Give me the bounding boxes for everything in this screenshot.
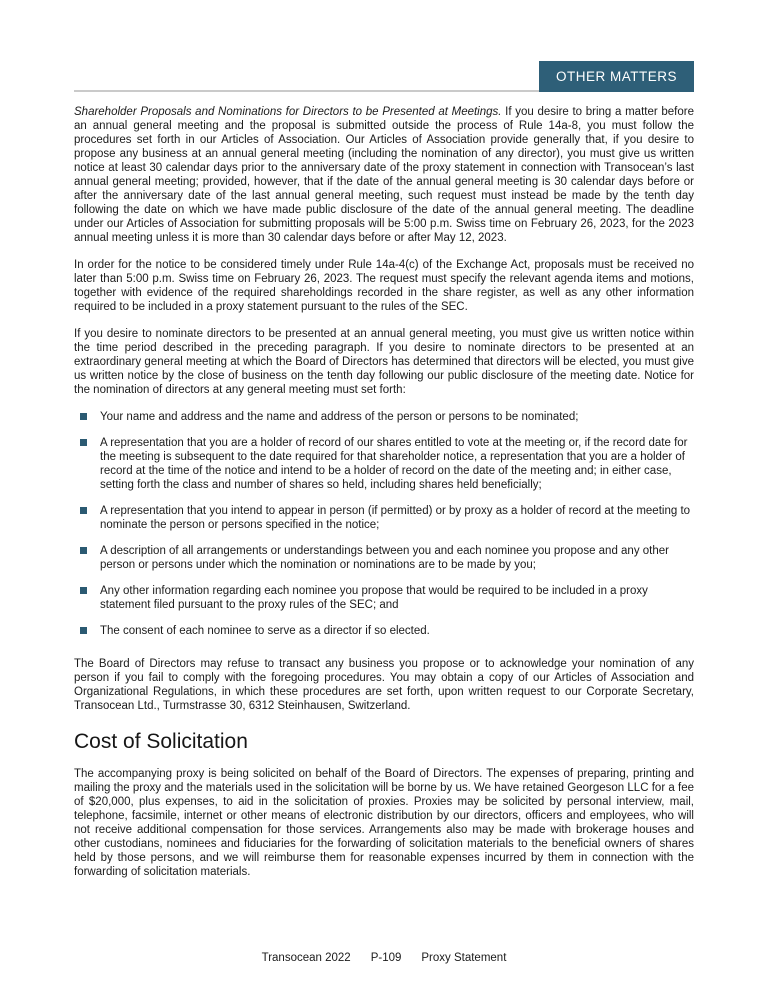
bullet-square-icon xyxy=(80,587,87,594)
list-item-text: The consent of each nominee to serve as a director if so elected. xyxy=(100,625,430,637)
list-item-text: A representation that you intend to appear in person (if permitted) or by proxy as a holder of record at the meeting to nominate the person or persons specified in the notice; xyxy=(100,505,691,531)
section-heading-cost-of-solicitation: Cost of Solicitation xyxy=(74,730,248,753)
list-item xyxy=(74,436,694,492)
bullet-square-icon xyxy=(80,507,87,514)
footer-doc-title: Proxy Statement xyxy=(421,952,507,964)
bullet-square-icon xyxy=(80,627,87,634)
page-header xyxy=(0,0,768,92)
bullet-square-icon xyxy=(80,413,87,420)
page-footer xyxy=(0,952,768,964)
list-item xyxy=(74,504,694,532)
footer-brand: Transocean 2022 xyxy=(261,952,351,964)
paragraph-nominate-directors: If you desire to nominate directors to be presented at an annual general meeting, you must give us written notice within the time period described in the preceding paragraph. If you desire to nominate directors to be presented at an extraordinary general meeting at which the Board of Directors has determined that directors will be elected, you must give us written notice by the close of business on the tenth day following our public disclosure of the meeting date. Notice for the nomination of directors at any general meeting must set forth: xyxy=(74,328,694,396)
list-item xyxy=(74,410,694,424)
paragraph-notice-timeliness: In order for the notice to be considered timely under Rule 14a-4(c) of the Exchange Act, proposals must be received no later than 5:00 p.m. Swiss time on February 26, 2023. The request must specify the relevant agenda items and motions, together with evidence of the required shareholdings recorded in the share register, as well as any other information required to be included in a proxy statement pursuant to the rules of the SEC. xyxy=(74,259,694,313)
list-item-text: Your name and address and the name and address of the person or persons to be nominated; xyxy=(100,411,579,423)
nomination-requirements-list xyxy=(74,410,694,638)
list-item xyxy=(74,624,694,638)
paragraph-cost-of-solicitation: The accompanying proxy is being solicited on behalf of the Board of Directors. The expenses of preparing, printing and mailing the proxy and the materials used in the solicitation will be borne by us. We have retained Georgeson LLC for a fee of $20,000, plus expenses, to aid in the solicitation of proxies. Proxies may be solicited by personal interview, mail, telephone, facsimile, internet or other means of electronic distribution by our directors, officers and employees, who will not receive additional compensation for those services. Arrangements also may be made with brokerage houses and other custodians, nominees and fiduciaries for the forwarding of solicitation materials to the beneficial owners of shares held by those persons, and we will reimburse them for reasonable expenses incurred by them in connection with the forwarding of solicitation materials. xyxy=(74,768,694,878)
list-item xyxy=(74,544,694,572)
paragraph-lead-italic: Shareholder Proposals and Nominations for Directors to be Presented at Meetings. xyxy=(74,106,502,118)
section-tag-other-matters: OTHER MATTERS xyxy=(539,61,694,92)
paragraph-lead-rest: If you desire to bring a matter before an annual general meeting and the proposal is submitted outside the process of Rule 14a-8, you must follow the procedures set forth in our Articles of Association. Our Articles of Association provide generally that, if you desire to propose any business at an annual general meeting (including the nomination of any director), you must give us written notice at least 30 calendar days prior to the anniversary date of the proxy statement in connection with Transocean’s last annual general meeting; provided, however, that if the date of the annual general meeting is 30 calendar days before or after the anniversary date of the last annual general meeting, such request must instead be made by the tenth day following the date on which we have made public disclosure of the date of the annual general meeting. The deadline under our Articles of Association for submitting proposals will be 5:00 p.m. Swiss time on February 26, 2023, for the 2023 annual meeting unless it is more than 30 calendar days before or after May 12, 2023. xyxy=(74,106,694,244)
paragraph-board-refusal: The Board of Directors may refuse to transact any business you propose or to acknowledge your nomination of any person if you fail to comply with the foregoing procedures. You may obtain a copy of our Articles of Association and Organizational Regulations, in which these procedures are set forth, upon written request to our Corporate Secretary, Transocean Ltd., Turmstrasse 30, 6312 Steinhausen, Switzerland. xyxy=(74,658,694,712)
footer-page-number: P-109 xyxy=(370,952,402,964)
bullet-square-icon xyxy=(80,439,87,446)
list-item-text: Any other information regarding each nominee you propose that would be required to be included in a proxy statement filed pursuant to the proxy rules of the SEC; and xyxy=(100,585,648,611)
bullet-square-icon xyxy=(80,547,87,554)
document-body xyxy=(0,105,768,879)
list-item xyxy=(74,584,694,612)
list-item-text: A representation that you are a holder of record of our shares entitled to vote at the meeting or, if the record date for the meeting is subsequent to the date required for that shareholder notice, a representation that you are a holder of record at the time of the notice and intend to be a holder of record on the date of the meeting and; in either case, setting forth the class and number of shares so held, including shares held beneficially; xyxy=(100,437,688,491)
list-item-text: A description of all arrangements or understandings between you and each nominee you propose and any other person or persons under which the nomination or nominations are to be made by you; xyxy=(100,545,669,571)
paragraph-shareholder-proposals xyxy=(74,105,694,245)
